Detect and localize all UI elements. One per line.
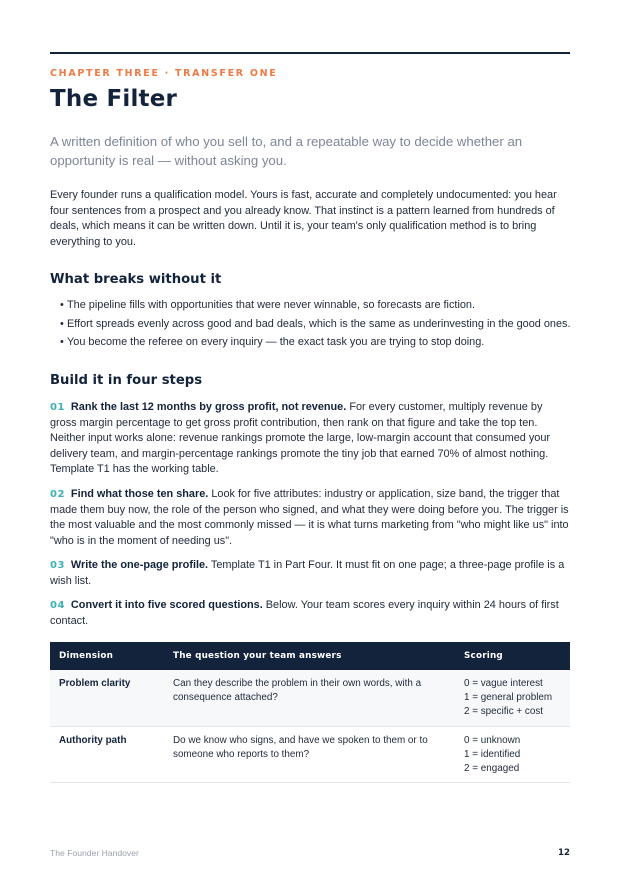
step-number: 04 (50, 600, 65, 611)
step-text: Template T1 in Part Four. It must fit on one page; a three-page profile is a wish list. (50, 559, 565, 587)
intro-paragraph: Every founder runs a qualification model. Yours is fast, accurate and completely undocumented: you hear four sentences from a prospect and you already know. That instinct is a pattern learned from hundreds of deals, which means it can be written down. Until it is, your team's only qualification method is to bring everything to you. (50, 189, 557, 248)
step-number: 02 (50, 489, 65, 500)
cell-scoring (455, 734, 570, 782)
breaks-list (60, 298, 570, 354)
list-item (60, 317, 570, 336)
cell-scoring (455, 677, 570, 726)
score-line: 2 = specific + cost (464, 706, 544, 718)
score-line: 2 = engaged (464, 763, 520, 775)
chapter-eyebrow: CHAPTER THREE · TRANSFER ONE (50, 68, 278, 79)
score-line: 0 = unknown (464, 735, 521, 746)
list-item-text: The pipeline fills with opportunities that were never winnable, so forecasts are fiction. (67, 299, 476, 311)
table-row (50, 727, 570, 783)
step-lead: Rank the last 12 months by gross profit, not revenue. (70, 401, 347, 413)
step-number: 03 (50, 560, 65, 571)
column-header-dimension: Dimension (59, 651, 114, 661)
step-text: For every customer, multiply revenue by gross margin percentage to get gross profit contribution, then rank on that figure and take the top ten. Neither input works alone: revenue rankings promote the large, low-margin account that consumed your delivery team, and margin-percentage rankings promote the tiny job that earned 70% of almost nothing. Template T1 has the working table. (50, 401, 551, 476)
list-item-text: Effort spreads evenly across good and bad deals, which is the same as underinvesting in the good ones. (67, 317, 571, 330)
page-subtitle: A written definition of who you sell to, and a repeatable way to decide whether an opportunity is real — without asking you. (50, 134, 523, 168)
step-lead: Find what those ten share. (70, 488, 209, 500)
table-header-row (50, 642, 570, 670)
score-line: 1 = identified (464, 749, 521, 761)
step-lead: Write the one-page profile. (70, 559, 209, 571)
step-text: Look for five attributes: industry or application, size band, the trigger that made them buy now, the role of the person who signed, and what they were doing before you. The trigger is the most valuable and the most commonly missed — it is what turns marketing from "who might like us" into "who is in the moment of needing us". (50, 488, 569, 547)
table-row (50, 670, 570, 727)
step-text: Below. Your team scores every inquiry within 24 hours of first contact. (50, 599, 559, 627)
footer-page-number: 12 (558, 848, 570, 858)
step-2 (50, 487, 570, 549)
cell-question: Do we know who signs, and have we spoken to them or to someone who reports to them? (173, 735, 428, 761)
section-heading-build: Build it in four steps (50, 373, 203, 388)
list-item (60, 335, 570, 354)
step-1 (50, 400, 570, 478)
score-line: 0 = vague interest (464, 678, 543, 689)
page-title: The Filter (50, 86, 178, 112)
footer-book-title: The Founder Handover (50, 848, 139, 858)
column-header-scoring: Scoring (464, 651, 503, 661)
top-rule (50, 52, 570, 54)
score-line: 1 = general problem (464, 692, 553, 704)
list-item-text: You become the referee on every inquiry — the exact task you are trying to stop doing. (67, 336, 485, 348)
section-heading-breaks: What breaks without it (50, 272, 222, 287)
cell-dimension: Authority path (59, 735, 127, 746)
cell-dimension: Problem clarity (59, 678, 131, 689)
step-number: 01 (50, 402, 65, 413)
step-lead: Convert it into five scored questions. (70, 599, 263, 611)
scoring-table (50, 642, 570, 783)
cell-question: Can they describe the problem in their own words, with a consequence attached? (173, 678, 422, 704)
step-3 (50, 558, 570, 589)
column-header-question: The question your team answers (173, 651, 342, 661)
list-item (60, 298, 570, 317)
step-4 (50, 598, 570, 629)
